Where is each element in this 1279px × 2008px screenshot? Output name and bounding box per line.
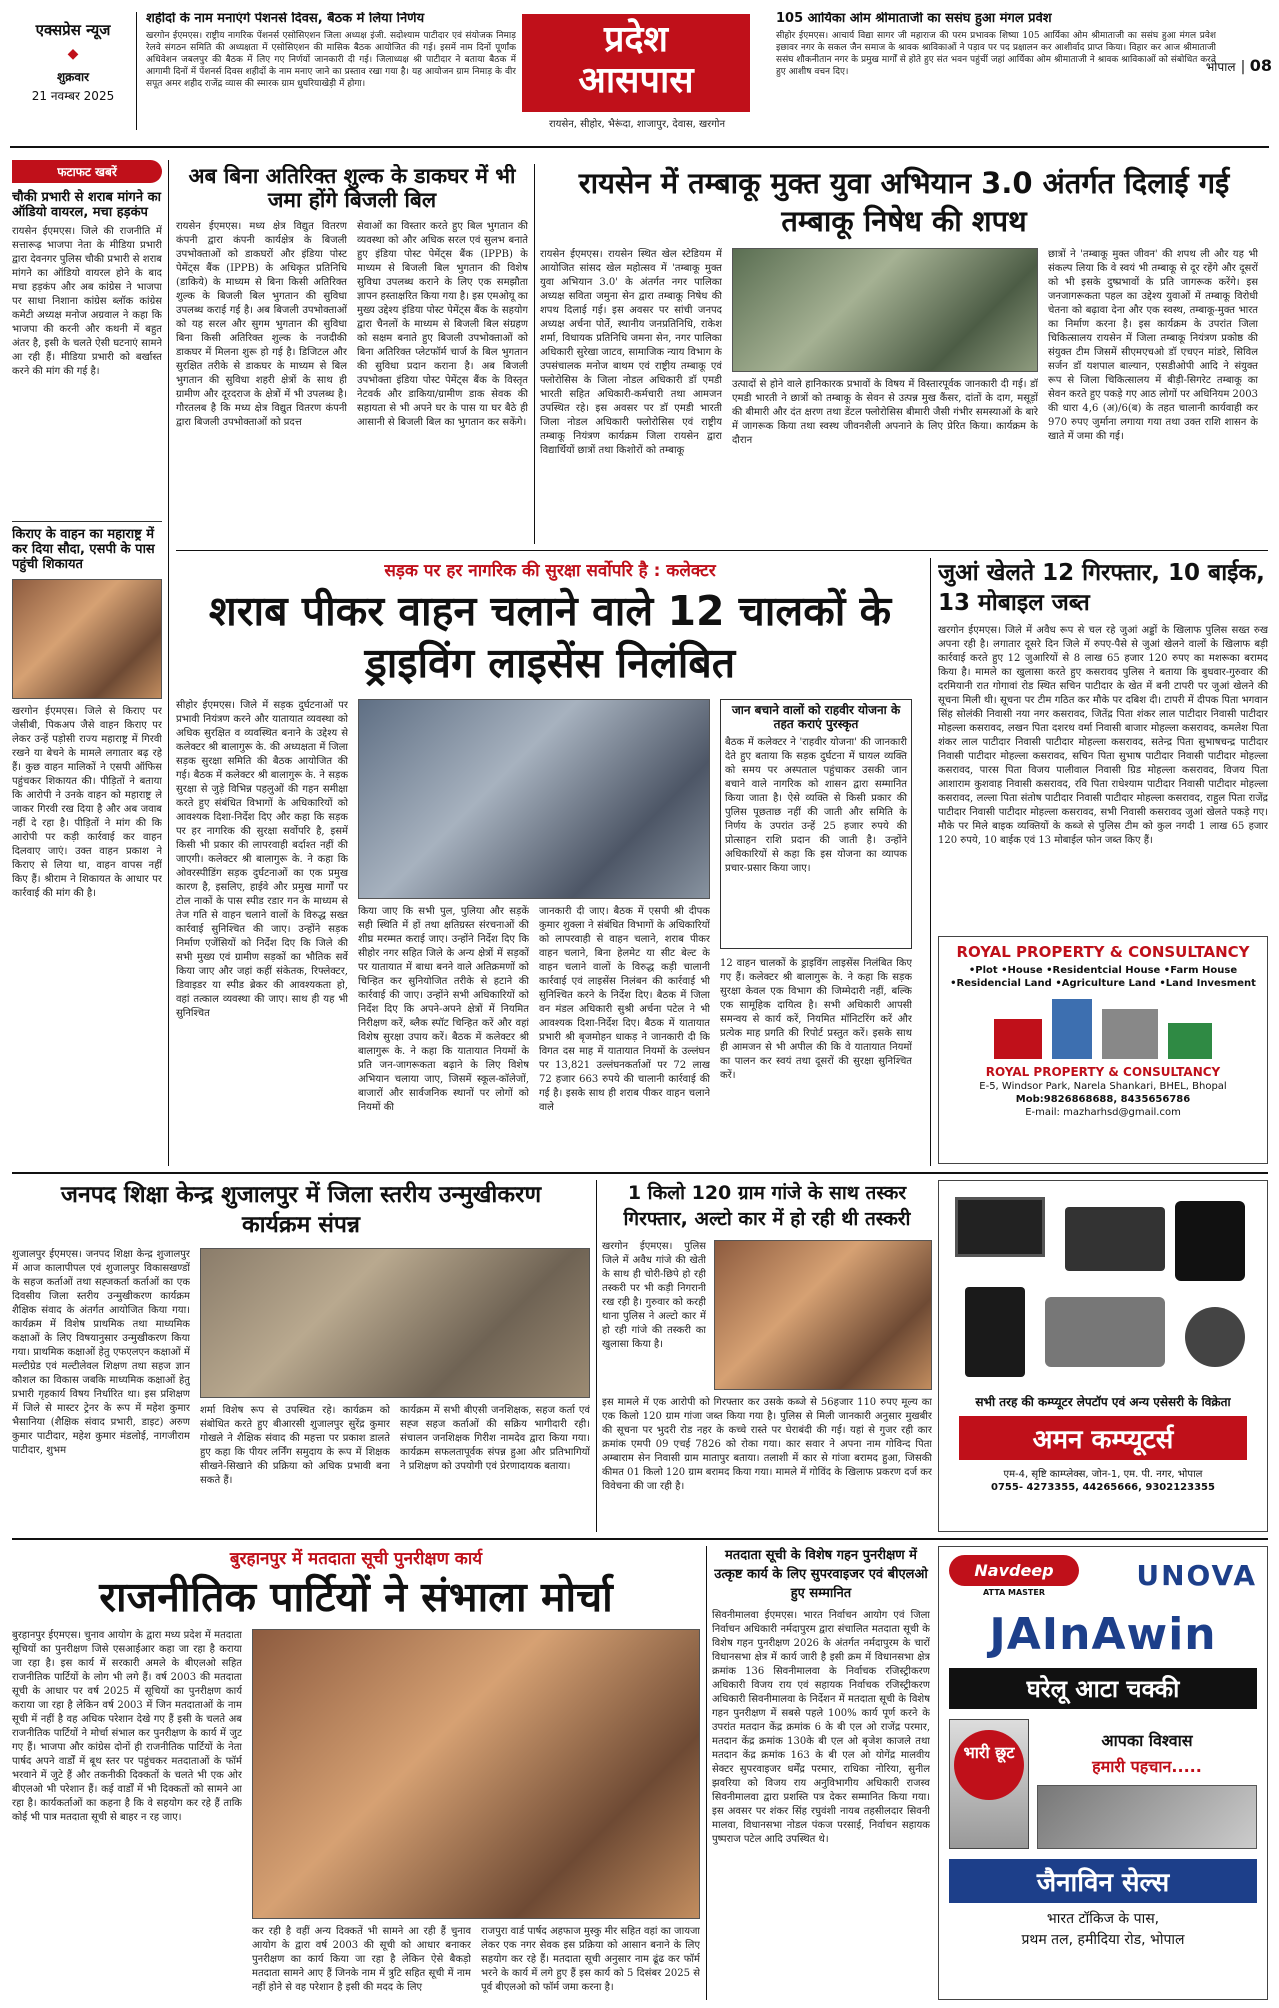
- navdeep-logo: [949, 1555, 1079, 1597]
- masthead-date: 21 नवम्बर 2025: [31, 89, 115, 103]
- burhanpur-kicker: बुरहानपुर में मतदाता सूची पुनरीक्षण कार्य: [229, 1549, 483, 1569]
- license-story: [176, 558, 924, 1166]
- shop-name: जैनाविन सेल्स: [949, 1859, 1257, 1903]
- computer-ad: [938, 1180, 1268, 1532]
- top-right-headline: 105 आर्यिका ओम श्रीमाताजी का ससंघ हुआ मंगल प्रवेश: [776, 12, 1052, 26]
- computer-ad-tagline: सभी तरह की कम्प्यूटर लेपटॉप एवं अन्य एसेसरी के विक्रेता: [975, 1395, 1231, 1409]
- top-left-headline: शहीदों के नाम मनाएंगे पेंशनर्स दिवस, बैठक में लिया निर्णय: [146, 12, 425, 26]
- property-ad: [938, 936, 1268, 1164]
- shujalpur-col1: शुजालपुर ईएमएस। जनपद शिक्षा केन्द्र शुजालपुर में आज कालापीपल एवं शुजालपुर विकासखण्डों के सहज कर्ताओं तथा सह्जकर्ता कर्ताओं का एक दिवसीय जिला स्तरीय उन्मुखीकरण कार्यक्रम शैक्षिक संवाद के अंतर्गत आयोजित किया गया। कार्यक्रम में विशेष प्राथमिक तथा माध्यमिक कक्षाओं के लिए विषयानुसार उन्मुखीकरण किया गया। प्राथमिक कक्षाओं हेतु एफएलएन कक्षाओं में मल्टीग्रेड एवं मल्टीलेवल शिक्षण तथा सहज ज्ञान कौशल का विकास जबकि माध्यमिक कक्षाओं हेतु प्रभारी गृहकार्य विषय निर्धारित था। इस प्रशिक्षण में जिले से मास्टर ट्रेनर के रूप में महेश कुमार भैसानिया (शैक्षिक संवाद प्रभारी, डाइट) अरुण कुमार पाटीदार, महेश कुमार मंडलोई, नागजीराम पाटीदार, शुभम: [12, 1249, 190, 1456]
- section-banner: [522, 14, 752, 134]
- property-ad-address: E-5, Windsor Park, Narela Shankari, BHEL, Bhopal: [979, 1081, 1227, 1092]
- unova-logo: UNOVA: [1136, 1559, 1257, 1592]
- license-col3: जानकारी दी जाए। बैठक में एसपी श्री दीपक कुमार शुक्ला ने संबंधित विभागों के अधिकारियों को लापरवाही से वाहन चलाने, शराब पीकर वाहन चलाने, बिना हेलमेट या सीट बेल्ट के वाहन चलाने वालों के विरुद्ध कड़ी चालानी कार्रवाई एवं लाइसेंस निलंबन की कार्रवाई भी सुनिश्चित करने के निर्देश दिए। बैठक में जिला वन मंडल अधिकारी सुश्री अर्चना पटेल ने भी आवश्यक दिशा-निर्देश दिए। बैठक में यातायात प्रभारी श्री बृजमोहन धाकड़ ने जानकारी दी कि विगत दस माह में यातायात नियमों के उल्लंघन पर 13,821 उल्लंघनकर्ताओं पर 72 लाख 72 हजार 663 रुपये की चालानी कार्रवाई की गई है। इसके साथ ही शराब पीकर वाहन चलाने वाले: [539, 906, 710, 1113]
- gambling-headline: जुआं खेलते 12 गिरफ्तार, 10 बाईक, 13 मोबाइल जब्त: [938, 560, 1265, 616]
- computer-ad-address: एम-4, सृष्टि काम्प्लेक्स, जोन-1, एम. पी. नगर, भोपाल: [1003, 1469, 1203, 1480]
- burhanpur-col3: राजपुरा वार्ड पार्षद अहफाज मुस्कु मीर सहित वहां का जायजा लेकर एक नगर सेवक इस प्रक्रिया को आसान बनाने के लिए सहयोग कर रहे हैं। मतदाता सूची अनुसार नाम ढूंढ कर फॉर्म भरने के कार्य में लगे हुए हैं इस कार्य को 5 दिसंबर 2025 से पूर्व बीएलओ को फॉर्म जमा करना है।: [481, 1926, 700, 1993]
- gambling-story: [938, 558, 1268, 930]
- tobacco-headline: रायसेन में तम्बाकू मुक्त युवा अभियान 3.0 अंतर्गत दिलाई गई तम्बाकू निषेध की शपथ: [578, 166, 1230, 238]
- fatafat-story2-text: खरगोन ईएमएस। जिले से किराए पर जेसीबी, पिकअप जैसे वाहन किराए पर लेकर उन्हें पड़ोसी राज्य महाराष्ट्र में गिरवी रखने या बेचने के मामले लगातार बढ़ रहे हैं। कुछ वाहन मालिकों ने एसपी ऑफिस पहुंचकर शिकायत की। पीड़ितों ने बताया कि आरोपी ने उनके वाहन को महाराष्ट्र ले जाकर गिरवी रख दिया है और अब जवाब नहीं दे रहा है। पीड़ितों ने मांग की कि आरोपी पर कड़ी कार्रवाई कर वाहन दिलवाए जाएं। उक्त वाहन प्रकाश ने किराए से लिया था, वाहन वापस नहीं किए हैं। श्रीराम ने शिकायत के आधार पर कार्रवाई की मांग की है।: [12, 705, 162, 899]
- trust-line2: हमारी पहचान.....: [1092, 1757, 1202, 1776]
- top-right-text: सीहोर ईएमएस। आचार्य विद्या सागर जी महाराज की परम प्रभावक शिष्या 105 आर्यिका ओम श्रीमाताजी का ससंघ हुआ मंगल प्रवेश इछावर नगर के सकल जैन समाज के श्रावक श्राविकाओं ने पड़ाव पर पद प्रक्षालन कर आशीर्वाद प्राप्त किया। विहार कर आज श्रीमाताजी ससंघ शौकनीतान नगर के प्रमुख मार्गों से होते हुए संत भवन पहुंचीं जहां आर्यिका ओम श्रीमाताजी ने श्रावक श्राविकाओं को संबोधित करते हुए आशीष वचन दिए।: [776, 30, 1216, 77]
- top-right-story: [776, 12, 1216, 132]
- orientation-program-photo: [200, 1248, 590, 1398]
- shop-address1: भारत टॉकिज के पास,: [1046, 1911, 1160, 1927]
- masthead-day: शुक्रवार: [56, 70, 90, 84]
- fatafat-story1-text: रायसेन ईएमएस। जिले की राजनीति में सत्तारूढ़ भाजपा नेता के मीडिया प्रभारी द्वारा देवनगर पुलिस चौकी प्रभारी से शराब मांगने का ऑडियो वायरल होने के बाद मचा हड़कंप और अब कांग्रेस ने भाजपा पर साधा निशाना कांग्रेस ब्लॉक कांग्रेस कमेटी अध्यक्ष मनोज अग्रवाल ने कहा कि भाजपा की करनी और कथनी में बहुत अंतर है, इसी के चलते ऐसी घटनाएं सामने आ रही हैं। मीडिया प्रभारी को बर्खास्त करने की मांग की गई है।: [12, 225, 162, 377]
- section-title-line2: आसपास: [578, 60, 694, 101]
- voter-list-camp-photo: [252, 1629, 700, 1919]
- fatafat-story1-headline: चौकी प्रभारी से शराब मांगने का ऑडियो वायरल, मचा हड़कंप: [12, 190, 161, 220]
- masthead-brand-block: [14, 14, 132, 118]
- navdeep-sub: ATTA MASTER: [982, 1588, 1046, 1597]
- section-title-box: [522, 14, 750, 112]
- diamond-icon: ◆: [67, 46, 79, 62]
- tobacco-col1: रायसेन ईएमएस। रायसेन स्थित खेल स्टेडियम में आयोजित सांसद खेल महोत्सव में 'तम्बाकू मुक्त युवा अभियान 3.0' के अंतर्गत नगर पालिका अध्यक्ष सविता जमुना सेन द्वारा तम्बाकू निषेध की शपथ दिलाई गई। इस अवसर पर सांची जनपद अध्यक्ष अर्चना पोर्ते, स्थानीय जनप्रतिनिधि, राकेश शर्मा, विधायक प्रतिनिधि जमना सेन, नगर पालिका अधिकारी सुरेखा जाटव, सामाजिक न्याय विभाग के उपसंचालक मनोज बाथम एवं राष्ट्रीय तम्बाकू एवं फ्लोरोसिस के जिला नोडल अधिकारी डॉ एमडी भारती सहित अधिकारी-कर्मचारी तथा आमजन उपस्थित रहे। इस अवसर पर डॉ एमडी भारती जिला नोडल अधिकारी फ्लोरोसिस एवं राष्ट्रीय तम्बाकू नियंत्रण कार्यक्रम जिला रायसेन द्वारा विद्यार्थियों छात्रों तथा किशोरों को तम्बाकू: [540, 249, 722, 456]
- shujalpur-headline: जनपद शिक्षा केन्द्र शुजालपुर में जिला स्तरीय उन्मुखीकरण कार्यक्रम संपन्न: [60, 1182, 542, 1238]
- road-safety-meeting-photo: [358, 699, 710, 899]
- sironj-story: [712, 1546, 930, 2000]
- post-office-story: [176, 164, 528, 544]
- section-title-line1: प्रदेश: [603, 19, 669, 60]
- post-office-headline: अब बिना अतिरिक्त शुल्क के डाकघर में भी जमा होंगे बिजली बिल: [188, 164, 516, 213]
- flour-mill-graphic: [949, 1719, 1029, 1849]
- buildings-graphic: [939, 997, 1267, 1059]
- product-photo: [1037, 1785, 1257, 1849]
- top-left-story: [146, 12, 516, 132]
- license-kicker: सड़क पर हर नागरिक की सुरक्षा सर्वोपरि है : कलेक्टर: [384, 561, 716, 581]
- ganja-col2: इस मामले में एक आरोपी को गिरफ्तार कर उसके कब्जे से 56हजार 110 रुपए मूल्य का एक किलो 120 ग्राम गांजा जब्त किया गया है। पुलिस से मिली जानकारी अनुसार मुखबीर की सूचना पर भुदरी रोड नहर के कच्चे रास्ते पर घेराबंदी की गई। यहां से गुजर रही कार क्रमांक एमपी 09 एचई 7826 को रोका गया। कार सवार ने अपना नाम गोविन्द पिता अम्बाराम सेन निवासी ग्राम मातापुर बताया। तलाशी में कार से गांजा बरामद हुआ, जिसकी कीमत 01 किलो 120 ग्राम बरामद किया गया। मामले में गोविंद के खिलाफ प्रकरण दर्ज कर विवेचना की जा रही है।: [602, 1397, 932, 1492]
- folio-city: भोपाल: [1205, 60, 1236, 74]
- brands-ad: [938, 1546, 1268, 2000]
- jainawin-logo: JAInAwin: [989, 1609, 1217, 1660]
- section-districts: रायसेन, सीहोर, भैरूंदा, शाजापुर, देवास, खरगोन: [548, 119, 726, 130]
- ganja-story: [602, 1180, 932, 1532]
- burhanpur-headline: राजनीतिक पार्टियों ने संभाला मोर्चा: [99, 1573, 613, 1621]
- property-ad-line2: •Residencial Land •Agriculture Land •Land Invesment: [950, 978, 1256, 989]
- offer-badge: भारी छूट: [954, 1730, 1024, 1800]
- burhanpur-story: [12, 1546, 700, 2000]
- license-col4: 12 वाहन चालकों के ड्राइविंग लाइसेंस निलंबित किए गए हैं। कलेक्टर श्री बालागुरू के. ने कहा कि सड़क सुरक्षा केवल एक विभाग की जिम्मेदारी नहीं, बल्कि एक सामूहिक दायित्व है। सभी अधिकारी आपसी समन्वय से कार्य करें, नियमित मॉनिटरिंग करें और प्रत्येक माह प्रगति की रिपोर्ट प्रस्तुत करें। इसके साथ ही आमजन से भी अपील की कि वे यातायात नियमों का पालन कर स्वयं तथा दूसरों की सुरक्षा सुनिश्चित करें।: [720, 958, 912, 1081]
- property-ad-line1: •Plot •House •Residentcial House •Farm House: [968, 965, 1238, 976]
- gambling-text: खरगोन ईएमएस। जिले में अवैध रूप से चल रहे जुआं अड्डों के खिलाफ पुलिस सख्त रुख अपना रही है। लगातार दूसरे दिन जिले में रुपए-पैसे से जुआं खेलने वालों के खिलाफ बड़ी कार्रवाई करते हुए 12 जुआरियों से 8 लाख 65 हजार 120 रुपए का मशरूका बरामद किया है। मामले का खुलासा करते हुए कसरावद पुलिस ने बताया कि बुधवार-गुरुवार की दरमियानी रात गोगावां रोड स्थित सचिन पाटीदार के खेत में बनी टापरी पर जुआं खेलने की सूचना मिली थी। सूचना पर टीम गठित कर मौके पर दबिश दी। टापरी में दीपक पिता भगवान सिंह सोलंकी निवासी नया नगर कसरावद, जितेंद्र पिता शंकर लाल पाटीदार निवासी पाटीदार मोहल्ला कसरावद, लखन पिता दशरथ वर्मा निवासी बाजार मोहल्ला कसरावद, कमलेश पिता शंकर लाल पाटीदार निवासी पाटीदार मोहल्ला कसरावद, सतेन्द्र पिता सुभाषचन्द्र पाटीदार निवासी पाटीदार मोहल्ला कसरावद, सचिन पिता सुभाष पाटीदार निवासी पाटीदार मोहल्ला कसरावद, पारस पिता विजय पालीवाल निवासी ग्रिड मोहल्ला कसरावद, विजय पिता आशाराम कुशवाह निवासी कसरावद, रवि पिता राधेश्याम पाटीदार निवासी पाटीदार मोहल्ला कसरावद, लल्ला पिता संतोष पाटीदार निवासी पाटीदार मोहल्ला कसरावद, राहुल पिता राजेंद्र पाटीदार निवासी पाटीदार मोहल्ला कसरावद, सभी निवासी कसरावद जुआं खेलते पकड़े गए। मौके पर मिले बाइक व्यक्तियों के कब्जे से पुलिस टीम को कुल नगदी 1 लाख 65 हजार 120 रुपये, 10 बाईक एवं 13 मोबाईल फोन जब्त किए हैं।: [938, 625, 1268, 846]
- license-col2: किया जाए कि सभी पुल, पुलिया और सड़कें सही स्थिति में हों तथा क्षतिग्रस्त संरचनाओं की शीघ्र मरम्मत कराई जाए। उन्होंने निर्देश दिए कि सीहोर नगर सहित जिले के अन्य क्षेत्रों में सड़कों पर यातायात में बाधा बनने वाले अतिक्रमणों को चिन्हित कर सुनियोजित तरीके से हटाने की कार्रवाई की जाए। उन्होंने सभी अधिकारियों को निर्देश दिए कि अपने-अपने क्षेत्रों में नियमित निरीक्षण करें, ब्लैक स्पॉट चिन्हित करें और वहां विशेष सुरक्षा उपाय करें। बैठक में कलेक्टर श्री बालागुरू के. ने कहा कि यातायात नियमों के प्रति जन-जागरूकता बढ़ाने के लिए विशेष अभियान चलाया जाए, जिसमें स्कूल-कॉलेजों, बाजारों और सार्वजनिक स्थानों पर लोगों को नियमों की: [358, 906, 529, 1113]
- seized-car-photo: [714, 1240, 932, 1390]
- tobacco-col3: छात्रों ने 'तम्बाकू मुक्त जीवन' की शपथ ली और यह भी संकल्प लिया कि वे स्वयं भी तम्बाकू से दूर रहेंगे और दूसरों को भी इसके दुष्प्रभावों के प्रति जागरूक करेंगे। इस जनजागरूकता पहल का उद्देश्य युवाओं में तम्बाकू विरोधी चेतना को बढ़ावा देना और एक स्वस्थ, तम्बाकू-मुक्त भारत का निर्माण करना है। इस कार्यक्रम के उपरांत जिला चिकित्सालय रायसेन में जिला तम्बाकू नियंत्रण प्रकोष्ठ की संयुक्त टीम जिसमें सीएमएचओ डॉ एचएन मांडरे, सिविल सर्जन डॉ यशपाल बाल्यान, एसडीओपी आदि ने संयुक्त रूप से जिला चिकित्सालय में बीड़ी-सिगरेट तम्बाकू का सेवन करते हुए पकड़े गए आठ लोगों पर अधिनियम 2003 की धारा 4,6 (अ)/6(ब) के तहत चालानी कार्यवाही कर 970 रुपए जुर्माना लगाया गया तथा उक्त राशि शासन के खाते में जमा की गई।: [1048, 249, 1258, 442]
- computer-ad-name: अमन कम्प्यूटर्स: [959, 1416, 1247, 1460]
- top-left-text: खरगोन ईएमएस। राष्ट्रीय नागरिक पेंशनर्स एसोसिएशन जिला अध्यक्ष इंजी. सदोश्याम पाटीदार एवं संयोजक निमाड़ रेलवे संगठन समिति की अध्यक्षता में एसोसिएशन की मासिक बैठक आयोजित की गई। इसमें नाम दिनों पूर्णांक अधिवेशन जबलपुर की बैठक में लिए गए निर्णयों जानकारी दी गई। जिलाध्यक्ष श्री पाटीदार ने बताया बैठक में आगामी दिनों में पेंशनर्स दिवस शहीदों के नाम मनाए जाने का प्रस्ताव रखा गया है। यह आयोजन ग्राम निमाड़ के वीर सपूत अमर शहीद राजेंद्र व्यास की स्मारक ग्राम धुघरियाखेड़ी में होगा।: [146, 30, 516, 89]
- shujalpur-col3: कार्यक्रम में सभी बीएसी जनशिक्षक, सहज कर्ता एवं सह्ज सहज कर्ताओं की सक्रिय भागीदारी रही। संचालन जनशिक्षक गिरीश नामदेव द्वारा किया गया। कार्यक्रम सफलतापूर्वक संपन्न हुआ और प्रतिभागियों ने प्रशिक्षण को उपयोगी एवं प्रेरणादायक बताया।: [400, 1405, 590, 1472]
- rahveer-box: [720, 699, 912, 949]
- navdeep-brand: Navdeep: [949, 1555, 1079, 1586]
- property-ad-title: ROYAL PROPERTY & CONSULTANCY: [956, 943, 1250, 961]
- fatafat-story2-headline: किराए के वाहन का महाराष्ट्र में कर दिया सौदा, एसपी के पास पहुंची शिकायत: [12, 526, 155, 572]
- page-folio: भोपाल | 08: [1205, 56, 1272, 75]
- post-office-col2: सेवाओं का विस्तार करते हुए बिल भुगतान की व्यवस्था को और अधिक सरल एवं सुलभ बनाते हुए इंडिया पोस्ट पेमेंट्स बैंक (IPPB) के माध्यम से बिजली बिल भुगतान की विशेष सुविधा उपलब्ध कराने के लिए एक समझौता ज्ञापन हस्ताक्षरित किया गया है। इस एमओयू का मुख्य उद्देश्य इंडिया पोस्ट पेमेंट्स बैंक के सहयोग द्वारा चैनलों के माध्यम से बिजली बिल संग्रहण को सक्षम बनाते हुए बिजली उपभोक्ताओं को बिना अतिरिक्त प्लेटफॉर्म चार्ज के बिल भुगतान की सुविधा प्रदान कराना है। अब बिजली उपभोक्ता इंडिया पोस्ट पेमेंट्स बैंक के विस्तृत नेटवर्क और डाकिया/ग्रामीण डाक सेवक की सहायता से भी अपने घर के पास या घर बैठे ही आसानी से बिजली बिल का भुगतान कर सकेंगे।: [357, 221, 528, 429]
- computer-ad-phone: 0755- 4273355, 44265666, 9302123355: [991, 1482, 1215, 1493]
- tobacco-pledge-photo: [732, 248, 1038, 372]
- property-ad-name: ROYAL PROPERTY & CONSULTANCY: [985, 1065, 1221, 1079]
- computer-products-graphic: [945, 1187, 1261, 1387]
- trust-line1: आपका विश्वास: [1101, 1731, 1193, 1750]
- post-office-col1: रायसेन ईएमएस। मध्य क्षेत्र विद्युत वितरण कंपनी द्वारा कंपनी कार्यक्षेत्र के बिजली उपभोक्ताओं को डाकघरों और इंडिया पोस्ट पेमेंट्स बैंक (IPPB) के अधिकृत प्रतिनिधि (डाकिये) के माध्यम से बिना किसी अतिरिक्त शुल्क के बिजली बिल भुगतान की सुविधा उपलब्ध कराई गई है। अब बिजली उपभोक्ताओं को यह सरल और सुगम भुगतान की सुविधा बिना किसी अतिरिक्त शुल्क के नजदीकी डाकघर में मिलना शुरू हो गई है। डिजिटल और सुरक्षित तरीके से डाकघर के माध्यम से बिल भुगतान की सुविधा शहरी क्षेत्रों के साथ ही ग्रामीण और दूरदराज के क्षेत्रों में भी उपलब्ध है। गौरतलब है कि मध्य क्षेत्र विद्युत वितरण कंपनी द्वारा बिजली उपभोक्ताओं को प्रदत्त: [176, 221, 347, 429]
- license-headline: शराब पीकर वाहन चलाने वाले 12 चालकों के ड्राइविंग लाइसेंस निलंबित: [208, 587, 892, 687]
- tobacco-story: [540, 164, 1268, 544]
- sironj-text: सिवनीमालवा ईएमएस। भारत निर्वाचन आयोग एवं जिला निर्वाचन अधिकारी नर्मदापुरम द्वारा संचालित मतदाता सूची के विशेष गहन पुनरीक्षण 2026 के अंतर्गत नर्मदापुरम के चारों विधानसभा क्षेत्र में कार्य जारी है इसी क्रम में विधानसभा क्षेत्र क्रमांक 136 सिवनीमालवा के निर्वाचक रजिस्ट्रीकरण अधिकारी विजय राय एवं सहायक निर्वाचक रजिस्ट्रीकरण अधिकारी सिवनीमालवा के निर्देशन में मतदाता सूची के विशेष गहन पुनरीक्षण में सबसे पहले 100% कार्य पूर्ण करने के उपरांत मतदान केंद्र क्रमांक 6 के बी एल ओ राजेंद्र परमार, मतदान केंद्र क्रमांक 130के बी एल ओ बृजेश काजले तथा मतदान केंद्र क्रमांक 163 के बी एल ओ योगेंद्र मालवीय सेक्टर सुपरवाइजर धर्मेंद्र परमार, राधिका नोरिया, सुनील झवरिया को विजय राय अनुविभागीय अधिकारी राजस्व सिवनीमालवा द्वारा प्रशस्ति पत्र देकर सम्मानित किया गया। इस अवसर पर शंकर सिंह रघुवंशी नायब तहसीलदार सिवनी मालवा, विधानसभा नोडल पंकज परसाई, निर्वाचन सहायक पुष्पराज पटेल आदि उपस्थित थे।: [712, 1610, 930, 1845]
- burhanpur-col2: कर रही है वहीं अन्य दिक्कतें भी सामने आ रही हैं चुनाव आयोग के द्वारा वर्ष 2003 की सूची को आधार बनाकर पुनरीक्षण का कार्य किया जा रहा है लेकिन ऐसे बैकड़ो मतदाता सामने आए हैं जिनके नाम में त्रुटि सहित सूची में नाम नहीं होने से वह परेशान है इसी की मदद के लिए: [252, 1926, 471, 1993]
- sironj-headline: मतदाता सूची के विशेष गहन पुनरीक्षण में उत्कृष्ट कार्य के लिए सुपरवाइजर एवं बीएलओ हुए सम्मानित: [714, 1548, 928, 1601]
- shop-address2: प्रथम तल, हमीदिया रोड, भोपाल: [1021, 1932, 1185, 1948]
- rahveer-headline: जान बचाने वालों को राहवीर योजना के तहत कराएं पुरस्कृत: [731, 703, 901, 731]
- chakki-title: घरेलू आटा चक्की: [949, 1668, 1257, 1709]
- rahveer-text: बैठक में कलेक्टर ने 'राहवीर योजना' की जानकारी देते हुए बताया कि सड़क दुर्घटना में घायल व्यक्ति को समय पर अस्पताल पहुंचाकर उसकी जान बचाने वाले नागरिक को शासन द्वारा सम्मानित किया जाता है। ऐसे व्यक्ति से किसी प्रकार की पुलिस पूछताछ नहीं की जाती और समिति के निर्णय के उपरांत उन्हें 25 हजार रुपये की प्रोत्साहन राशि प्रदान की जाती है। उन्होंने अधिकारियों से कहा कि इस योजना का व्यापक प्रचार-प्रसार किया जाए।: [725, 736, 907, 874]
- shujalpur-col2: शर्मा विशेष रूप से उपस्थित रहे। कार्यक्रम को संबोधित करते हुए बीआरसी शुजालपुर सुरेंद्र कुमार गोखले ने शैक्षिक संवाद की महत्ता पर प्रकाश डालते हुए कहा कि पीयर लर्निंग समुदाय के रूप में शिक्षक सीखने-सिखाने की प्रक्रिया को अधिक प्रभावी बना सकते हैं।: [200, 1405, 390, 1486]
- folio-page: 08: [1249, 56, 1272, 75]
- ganja-headline: 1 किलो 120 ग्राम गांजे के साथ तस्कर गिरफ्तार, अल्टो कार में हो रही थी तस्करी: [623, 1182, 911, 1230]
- property-ad-mob: Mob:9826868688, 8435656786: [1015, 1094, 1191, 1105]
- masthead-brand: एक्सप्रेस न्यूज: [35, 21, 111, 39]
- license-col1: सीहोर ईएमएस। जिले में सड़क दुर्घटनाओं पर प्रभावी नियंत्रण करने और यातायात व्यवस्था को अधिक सुरक्षित व व्यवस्थित बनाने के उद्देश्य से कलेक्टर श्री बालागुरू के. की अध्यक्षता में जिला सड़क सुरक्षा समिति की बैठक आयोजित की गई। बैठक में कलेक्टर श्री बालागुरू के. ने सड़क सुरक्षा से जुड़े विभिन्न पहलुओं की गहन समीक्षा करते हुए संबंधित विभागों के अधिकारियों को आवश्यक दिशा-निर्देश दिए और कहा कि सड़क पर हर नागरिक की सुरक्षा सर्वोपरि है, इसमें किसी भी प्रकार की लापरवाही बर्दाश्त नहीं की जाएगी। कलेक्टर श्री बालागुरू के. ने कहा कि ओवरस्पीडिंग सड़क दुर्घटनाओं का एक प्रमुख कारण है, इसलिए, हाईवे और प्रमुख मार्गों पर टोल नाकों के पास स्पीड रडार गन के माध्यम से तेज गति से वाहन चलाने वालों के विरुद्ध सख्त कार्रवाई सुनिश्चित की जाए। उन्होंने सड़क निर्माण एजेंसियों को निर्देश दिए कि जिले की सभी मुख्य एवं ग्रामीण सड़कों का भौतिक सर्वे किया जाए और जहां कहीं संकेतक, रिफ्लेक्टर, डिवाइडर या स्पीड ब्रेकर की आवश्यकता हो, वहां तत्काल व्यवस्था की जाए। साथ ही यह भी सुनिश्चित: [176, 700, 348, 1019]
- tobacco-col2: उत्पादों से होने वाले हानिकारक प्रभावों के विषय में विस्तारपूर्वक जानकारी दी गई। डॉ एमडी भारती ने छात्रों को तम्बाकू के सेवन से उत्पन्न मुख कैंसर, दांतों के दाग, मसूड़ों की बीमारी और दंत क्षरण तथा डेंटल फ्लोरोसिस बीमारी जैसी गंभीर समस्याओं के बारे में जागरूक किया तथा स्वस्थ जीवनशैली अपनाने के लिए प्रेरित किया। कार्यक्रम के दौरान: [732, 379, 1038, 446]
- complainants-photo: [12, 579, 162, 699]
- property-ad-email: E-mail: mazharhsd@gmail.com: [1025, 1107, 1181, 1118]
- fatafat-label: फटाफट खबरें: [12, 160, 162, 183]
- burhanpur-col1: बुरहानपुर ईएमएस। चुनाव आयोग के द्वारा मध्य प्रदेश में मतदाता सूचियों का पुनरीक्षण जिसे एसआईआर कहा जा रहा है कराया जा रहा है। इस कार्य में सरकारी अमले के बीएलओ सहित राजनीतिक पार्टियों के लोग भी लगे हैं। वर्ष 2003 की मतदाता सूची के आधार पर वर्ष 2025 में सूचियों का पुनरीक्षण कार्य कराया जा रहा है लेकिन वर्ष 2003 में जिन मतदाताओं के नाम सूची में नहीं है वह अधिक परेशान देखे गए हैं इसी के चलते अब राजनीतिक पार्टियों ने मोर्चा संभाल कर पुनरीक्षण के कार्य में जुट गए हैं। भाजपा और कांग्रेस दोनों ही राजनीतिक पार्टियों के नेता पार्षद अपने वार्डों में बूथ स्तर पर पहुंचकर मतदाताओं के फॉर्म भरवाने में जुटे हैं और तकनीकी दिक्कतों के चलते भी एक ओर बीएलओ भी परेशान हैं। कई वार्डों में भी दिक्कतों को सामने आ रहा है। कार्यकर्ताओं का कहना है कि वे सहयोग कर रहे हैं ताकि कोई भी पात्र मतदाता सूची से बाहर न रह जाए।: [12, 1630, 242, 1823]
- fatafat-column: [12, 160, 162, 1166]
- ganja-col1: खरगोन ईएमएस। पुलिस जिले में अवैध गांजे की खेती के साथ ही चोरी-छिपे हो रही तस्करी पर भी कड़ी निगरानी रख रही है। गुरुवार को करही थाना पुलिस ने अल्टो कार में हो रही गांजे की तस्करी का खुलासा किया है।: [602, 1241, 706, 1350]
- shujalpur-story: [12, 1180, 590, 1532]
